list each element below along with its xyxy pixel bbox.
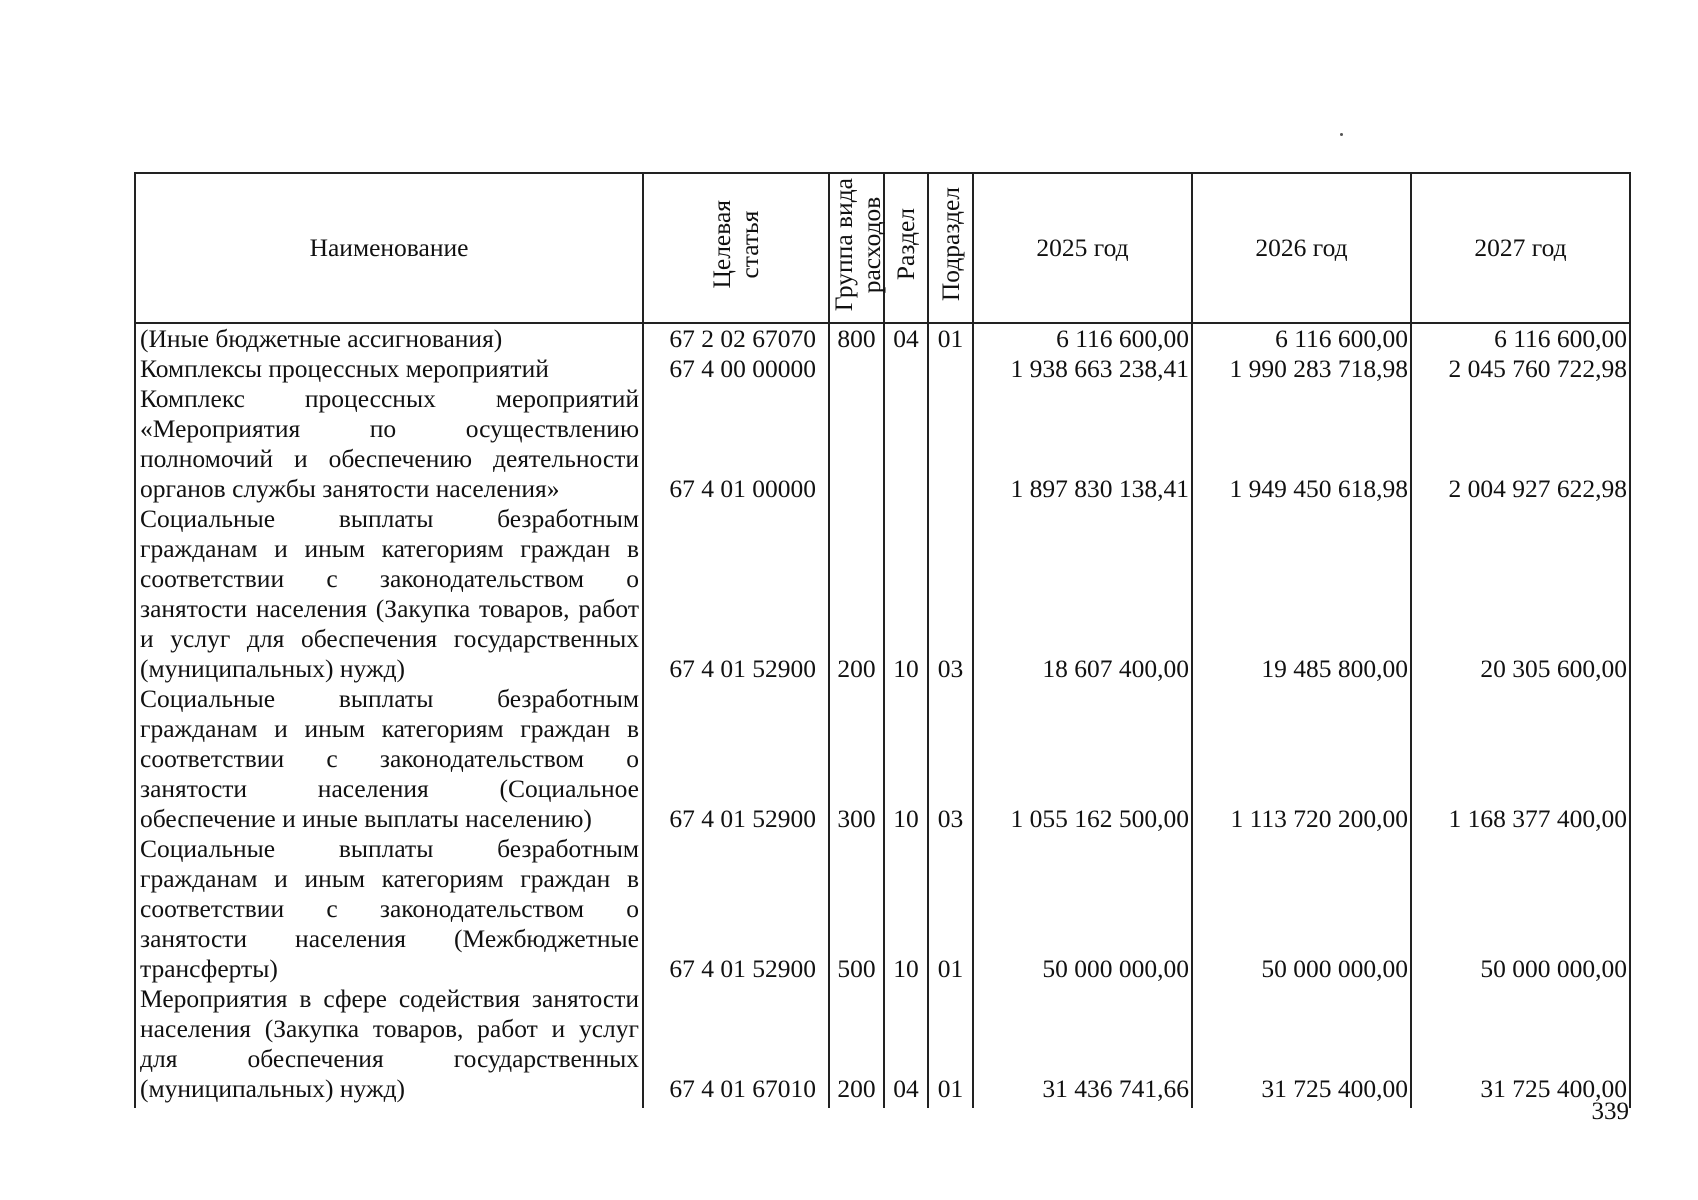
row-name: Социальные выплаты безработным гражданам и иным категориям граждан в соответствии с законодательством о занятости населения (Межбюджетные трансферты): [135, 834, 643, 984]
page-number: 339: [1591, 1098, 1629, 1125]
row-target-article: 67 4 00 00000: [643, 354, 829, 384]
table-row: [135, 684, 1630, 834]
table-body: [135, 323, 1630, 1108]
row-name: Комплексы процессных мероприятий: [135, 354, 643, 384]
row-name: (Иные бюджетные ассигнования): [135, 323, 643, 354]
row-target-article: 67 4 01 52900: [643, 504, 829, 684]
table-row: [135, 323, 1630, 354]
header-name: Наименование: [135, 173, 643, 323]
header-year-2025: 2025 год: [973, 173, 1192, 323]
table-row: [135, 354, 1630, 384]
row-target-article: 67 4 01 52900: [643, 684, 829, 834]
row-target-article: 67 4 01 00000: [643, 384, 829, 504]
header-section: Раздел: [884, 173, 928, 323]
header-target-article: Целевая статья: [643, 173, 829, 323]
row-target-article: 67 4 01 67010: [643, 984, 829, 1108]
row-subsection: [928, 384, 973, 504]
row-name: Мероприятия в сфере содействия занятости населения (Закупка товаров, работ и услуг для обеспечения государственных (муниципальных) нужд): [135, 984, 643, 1108]
row-section: [884, 384, 928, 504]
row-expense-group: [829, 384, 884, 504]
row-amount-2025: 1 897 830 138,41: [973, 384, 1192, 504]
row-amount-2025: 1 938 663 238,41: [973, 354, 1192, 384]
row-amount-2026: 1 113 720 200,00: [1192, 684, 1411, 834]
row-amount-2027: 1 168 377 400,00: [1411, 684, 1630, 834]
row-amount-2027: 50 000 000,00: [1411, 834, 1630, 984]
row-amount-2026: 50 000 000,00: [1192, 834, 1411, 984]
row-name: Социальные выплаты безработным гражданам и иным категориям граждан в соответствии с законодательством о занятости населения (Социальное обеспечение и иные выплаты населению): [135, 684, 643, 834]
row-amount-2025: 31 436 741,66: [973, 984, 1192, 1108]
header-year-2026: 2026 год: [1192, 173, 1411, 323]
row-subsection: [928, 354, 973, 384]
table-row: [135, 834, 1630, 984]
row-amount-2026: 1 990 283 718,98: [1192, 354, 1411, 384]
row-target-article: 67 4 01 52900: [643, 834, 829, 984]
row-amount-2025: 18 607 400,00: [973, 504, 1192, 684]
row-subsection: 03: [928, 684, 973, 834]
row-expense-group: 800: [829, 323, 884, 354]
row-amount-2025: 1 055 162 500,00: [973, 684, 1192, 834]
row-section: [884, 354, 928, 384]
budget-table: [134, 172, 1631, 1108]
row-section: 04: [884, 323, 928, 354]
row-amount-2027: 31 725 400,00: [1411, 984, 1630, 1108]
row-expense-group: 200: [829, 984, 884, 1108]
row-amount-2026: 6 116 600,00: [1192, 323, 1411, 354]
table-header: [135, 173, 1630, 323]
row-name: Комплекс процессных мероприятий «Мероприятия по осуществлению полномочий и обеспечению деятельности органов службы занятости населения»: [135, 384, 643, 504]
row-subsection: 01: [928, 834, 973, 984]
row-subsection: 03: [928, 504, 973, 684]
header-expense-group: Группа вида расходов: [829, 173, 884, 323]
table-row: [135, 984, 1630, 1108]
row-expense-group: 500: [829, 834, 884, 984]
row-amount-2026: 19 485 800,00: [1192, 504, 1411, 684]
row-amount-2027: 6 116 600,00: [1411, 323, 1630, 354]
row-amount-2025: 50 000 000,00: [973, 834, 1192, 984]
row-amount-2027: 2 045 760 722,98: [1411, 354, 1630, 384]
scan-speck: [1340, 133, 1343, 136]
row-subsection: 01: [928, 984, 973, 1108]
row-target-article: 67 2 02 67070: [643, 323, 829, 354]
table-row: [135, 384, 1630, 504]
row-name: Социальные выплаты безработным гражданам и иным категориям граждан в соответствии с законодательством о занятости населения (Закупка товаров, работ и услуг для обеспечения государственных (муниципальных) нужд): [135, 504, 643, 684]
row-amount-2025: 6 116 600,00: [973, 323, 1192, 354]
header-subsection: Подраздел: [928, 173, 973, 323]
row-section: 10: [884, 834, 928, 984]
table-row: [135, 504, 1630, 684]
row-expense-group: 200: [829, 504, 884, 684]
row-amount-2026: 31 725 400,00: [1192, 984, 1411, 1108]
row-amount-2027: 2 004 927 622,98: [1411, 384, 1630, 504]
row-subsection: 01: [928, 323, 973, 354]
header-year-2027: 2027 год: [1411, 173, 1630, 323]
row-expense-group: 300: [829, 684, 884, 834]
row-amount-2026: 1 949 450 618,98: [1192, 384, 1411, 504]
row-expense-group: [829, 354, 884, 384]
row-section: 10: [884, 684, 928, 834]
row-section: 10: [884, 504, 928, 684]
row-section: 04: [884, 984, 928, 1108]
row-amount-2027: 20 305 600,00: [1411, 504, 1630, 684]
